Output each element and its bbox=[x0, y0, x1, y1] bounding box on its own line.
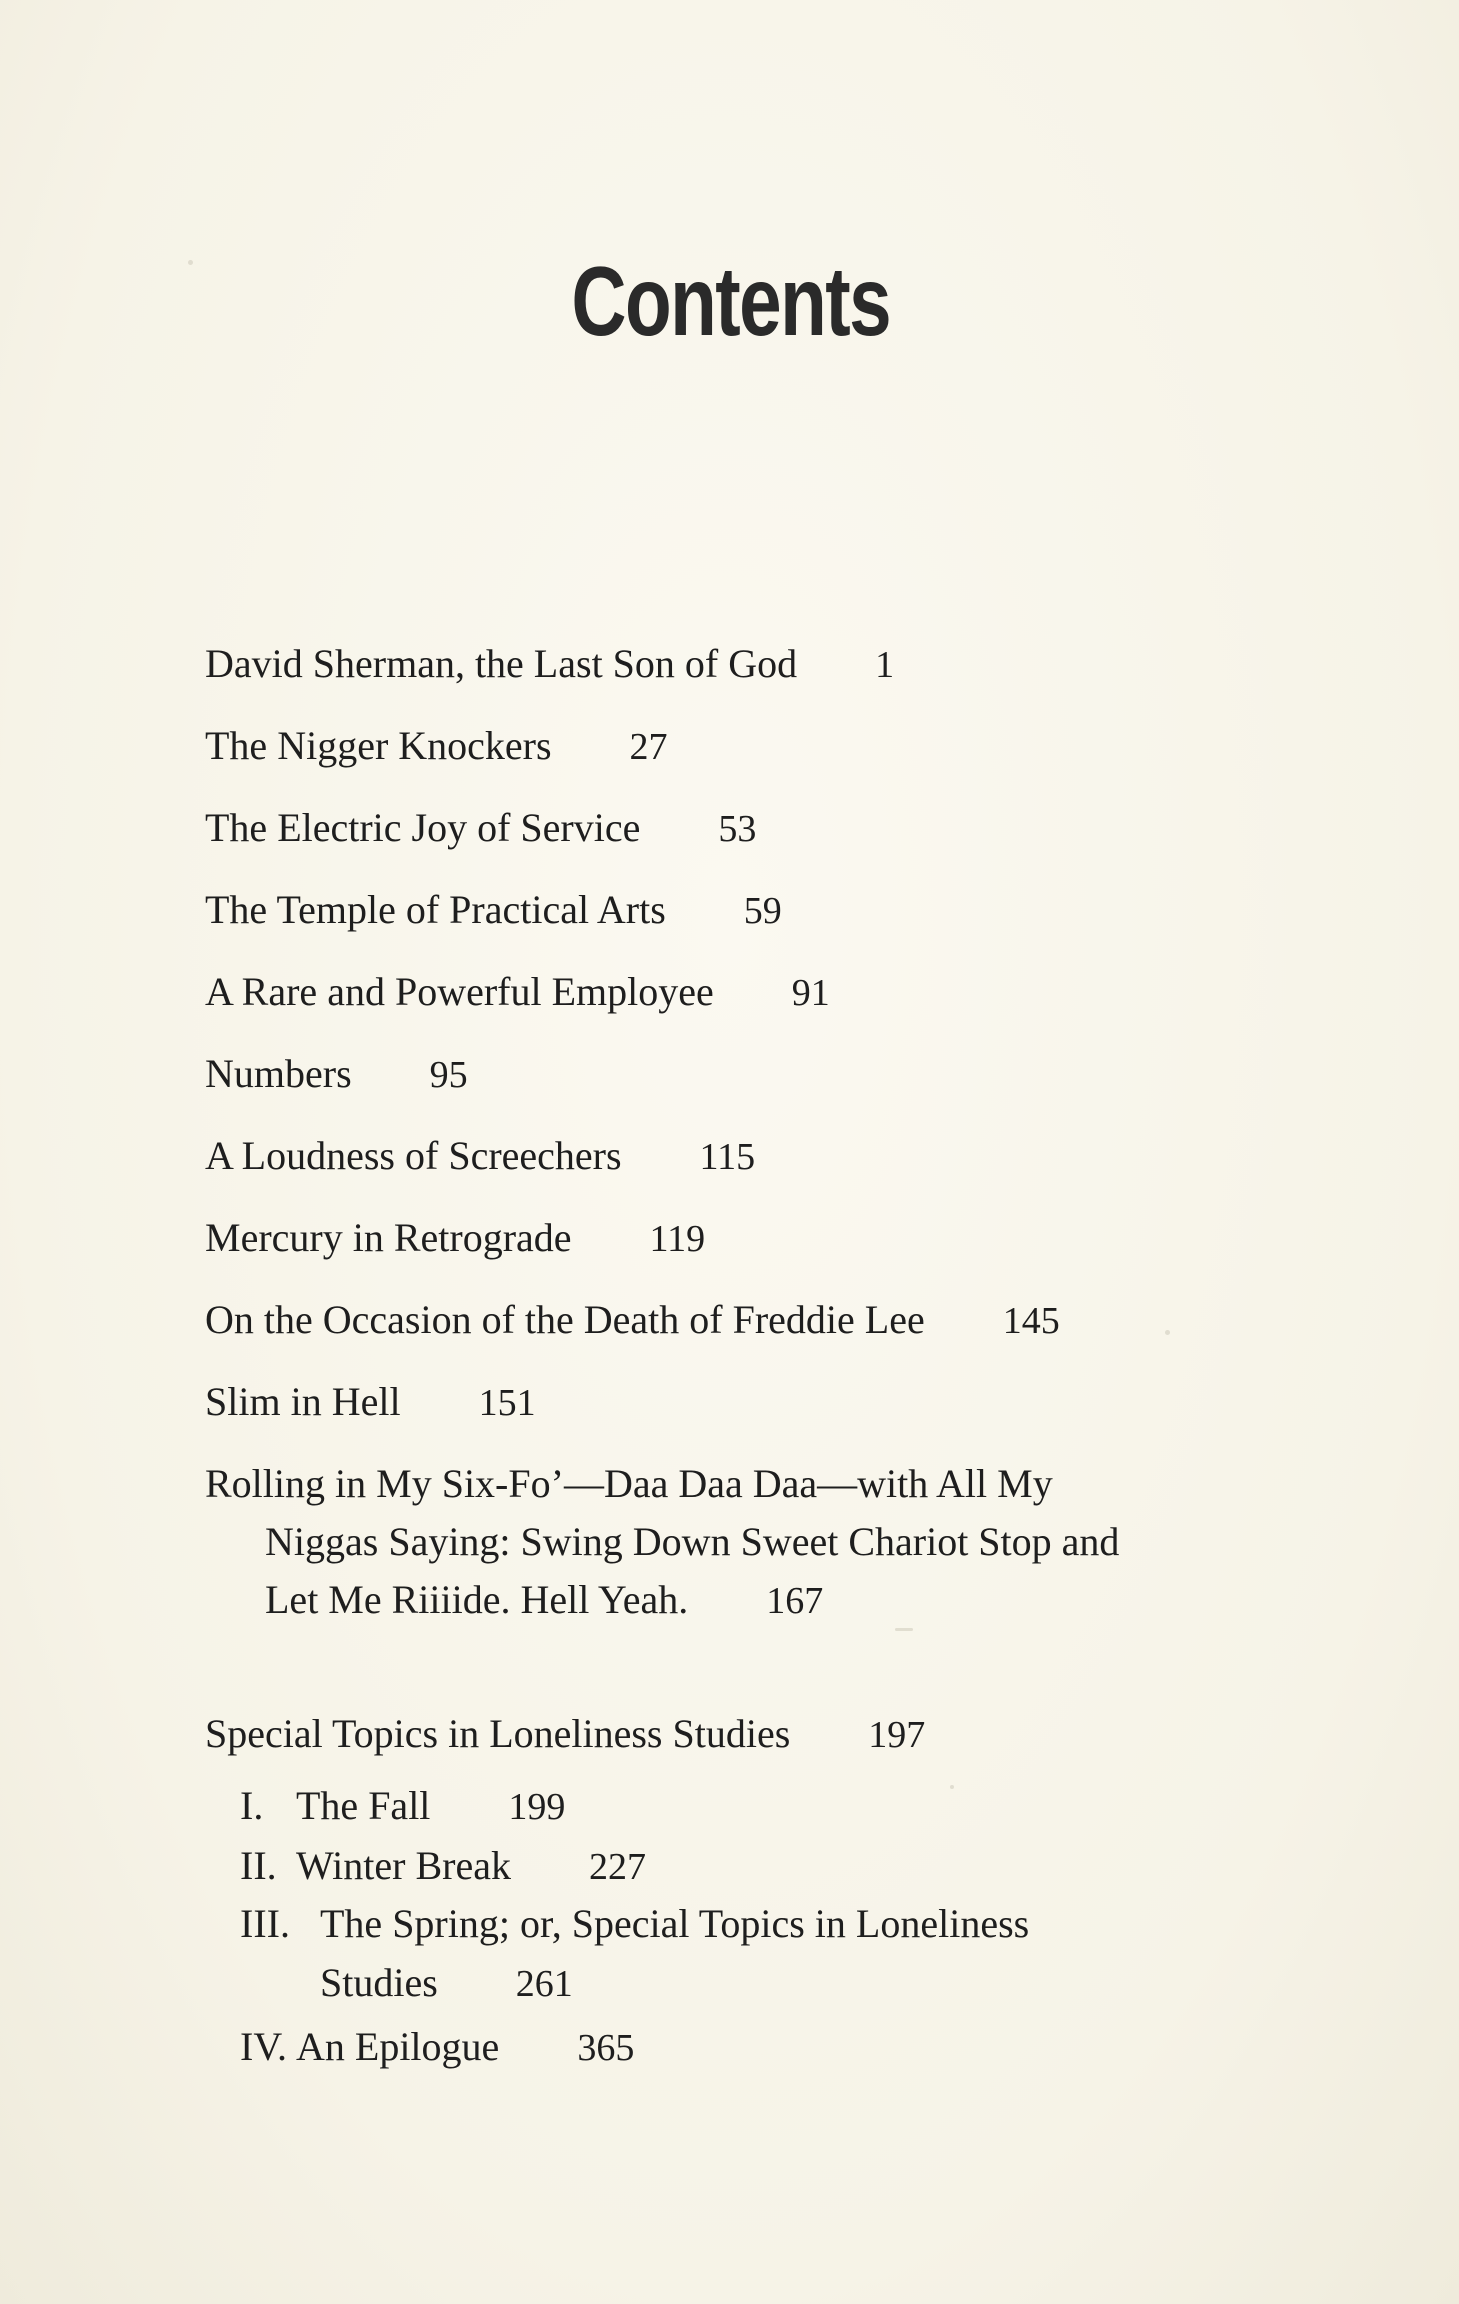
toc-entry bbox=[205, 804, 756, 853]
toc-subentry-title: An Epilogue bbox=[296, 2024, 500, 2069]
toc-entry-page: 167 bbox=[766, 1580, 824, 1622]
toc-entry-title: The Temple of Practical Arts bbox=[205, 887, 666, 932]
toc-entry-page: 1 bbox=[875, 644, 895, 686]
toc-entry-title-line bbox=[205, 1571, 1119, 1630]
toc-subentry-continued bbox=[320, 1959, 573, 2008]
toc-subentry-title: The Spring; or, Special Topics in Loneliness bbox=[320, 1901, 1030, 1946]
toc-subentry bbox=[240, 1782, 565, 1831]
toc-subentry-number: IV. bbox=[240, 2024, 288, 2069]
toc-entry-title: The Nigger Knockers bbox=[205, 723, 552, 768]
toc-entry-page: 119 bbox=[649, 1218, 706, 1260]
toc-subentry-title: The Fall bbox=[296, 1783, 431, 1828]
paper-speck bbox=[188, 260, 193, 265]
toc-entry bbox=[205, 1296, 1060, 1345]
toc-entry bbox=[205, 722, 668, 771]
toc-subentry bbox=[240, 1842, 646, 1891]
toc-entry bbox=[205, 1050, 468, 1099]
toc-entry-page: 145 bbox=[1002, 1300, 1060, 1342]
toc-subentry-title: Winter Break bbox=[296, 1843, 511, 1888]
toc-subentry-title: Studies bbox=[320, 1960, 438, 2005]
toc-entry-page: 53 bbox=[718, 808, 757, 850]
toc-entry-title: David Sherman, the Last Son of God bbox=[205, 641, 798, 686]
toc-entry-title: On the Occasion of the Death of Freddie Lee bbox=[205, 1297, 925, 1342]
toc-entry-page: 27 bbox=[629, 726, 668, 768]
toc-entry bbox=[205, 640, 894, 689]
toc-subentry bbox=[240, 2023, 634, 2072]
paper-speck bbox=[950, 1785, 954, 1789]
toc-entry-long bbox=[205, 1455, 1119, 1630]
toc-entry-title-line: Rolling in My Six-Fo’—Daa Daa Daa—with All My bbox=[205, 1461, 1053, 1506]
toc-subentry-page: 199 bbox=[508, 1786, 566, 1828]
toc-entry-page: 95 bbox=[429, 1054, 468, 1096]
toc-entry-title: Special Topics in Loneliness Studies bbox=[205, 1711, 791, 1756]
toc-subentry bbox=[240, 1900, 1029, 1948]
toc-entry-special bbox=[205, 1710, 925, 1759]
toc-entry bbox=[205, 886, 782, 935]
toc-entry bbox=[205, 1214, 705, 1263]
toc-entry bbox=[205, 968, 830, 1017]
toc-subentry-page: 365 bbox=[577, 2027, 635, 2069]
paper-speck bbox=[895, 1628, 913, 1631]
toc-entry-title: The Electric Joy of Service bbox=[205, 805, 641, 850]
toc-entry-title: A Rare and Powerful Employee bbox=[205, 969, 714, 1014]
toc-subentry-page: 227 bbox=[588, 1846, 646, 1888]
toc-entry-page: 115 bbox=[699, 1136, 756, 1178]
toc-subentry-number: III. bbox=[240, 1901, 290, 1946]
toc-entry-page: 151 bbox=[478, 1382, 536, 1424]
toc-entry-title: Slim in Hell bbox=[205, 1379, 401, 1424]
toc-entry-title: A Loudness of Screechers bbox=[205, 1133, 622, 1178]
toc-subentry-number: I. bbox=[240, 1783, 264, 1828]
toc-entry-page: 91 bbox=[791, 972, 830, 1014]
paper-speck bbox=[1165, 1330, 1170, 1335]
toc-entry-title: Mercury in Retrograde bbox=[205, 1215, 572, 1260]
toc-entry-page: 197 bbox=[868, 1714, 926, 1756]
toc-subentry-page: 261 bbox=[515, 1963, 573, 2005]
toc-entry bbox=[205, 1378, 536, 1427]
toc-entry-title-line-end: Let Me Riiiide. Hell Yeah. bbox=[265, 1577, 689, 1622]
toc-subentry-number: II. bbox=[240, 1843, 277, 1888]
toc-entry bbox=[205, 1132, 755, 1181]
toc-entry-page: 59 bbox=[743, 890, 782, 932]
page-title: Contents bbox=[571, 246, 891, 356]
toc-entry-title: Numbers bbox=[205, 1051, 352, 1096]
toc-entry-title-line: Niggas Saying: Swing Down Sweet Chariot Stop and bbox=[265, 1519, 1120, 1564]
